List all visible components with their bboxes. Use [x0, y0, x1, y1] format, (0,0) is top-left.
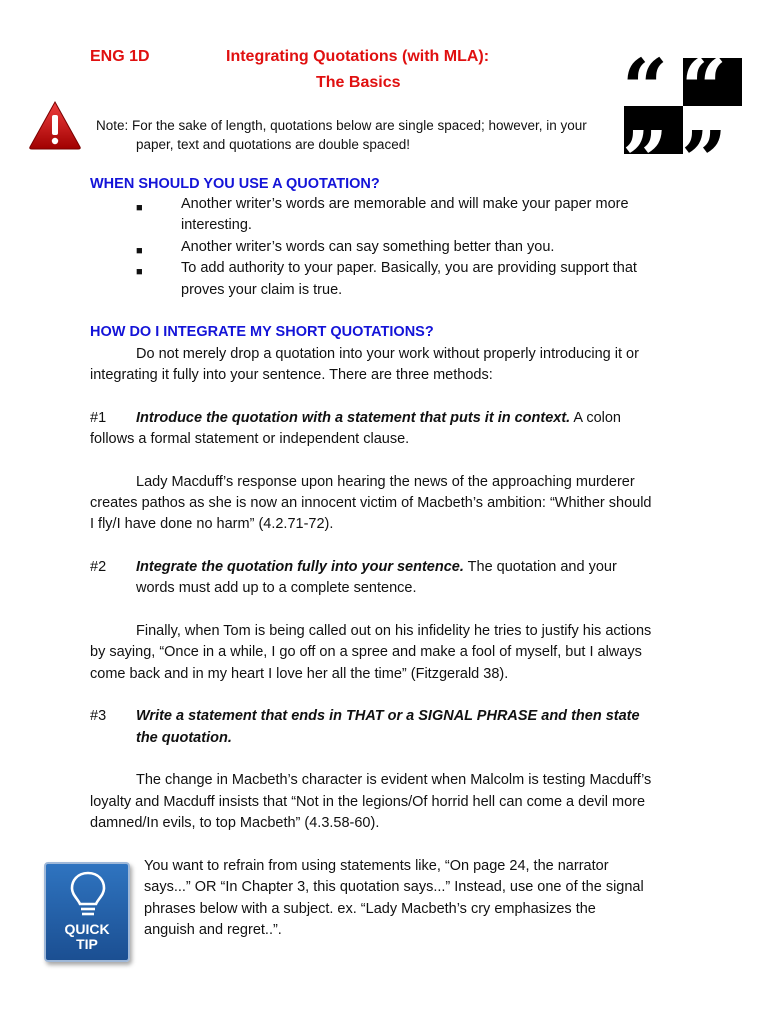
intro-line1: Do not merely drop a quotation into your work without properly introducing it or — [136, 346, 639, 362]
method-2-title — [136, 557, 617, 578]
page-title-line2: The Basics — [316, 74, 401, 91]
method-2-number: #2 — [90, 559, 107, 575]
quick-tip-label-line1: QUICK — [64, 921, 110, 937]
example-3-line2: loyalty and Macduff insists that “Not in the legions/Of horrid hell can come a devil more — [90, 794, 646, 810]
bullet-1-line2: interesting. — [181, 217, 252, 233]
note-line1: Note: For the sake of length, quotations below are single spaced; however, in your — [96, 118, 587, 133]
bullet-marker: ■ — [136, 245, 143, 257]
bullet-marker: ■ — [136, 202, 143, 214]
bullet-3-line2: proves your claim is true. — [181, 282, 343, 298]
method-1-bold: Introduce the quotation with a statement that puts it in context. — [136, 410, 571, 426]
tip-line2: says...” OR “In Chapter 3, this quotation says...” Instead, use one of the signal — [144, 879, 644, 895]
method-2-rest: The quotation and your — [463, 559, 617, 575]
method-1-title — [136, 408, 621, 429]
tip-line4: anguish and regret..”. — [144, 922, 282, 938]
svg-text:”: ” — [681, 113, 728, 207]
tip-line3: phrases below with a subject. ex. “Lady Macbeth’s cry emphasizes the — [144, 901, 596, 917]
bullet-1-line1: Another writer’s words are memorable and will make your paper more — [181, 196, 629, 212]
svg-text:“: “ — [622, 41, 669, 135]
example-2-line3: come back and in my heart I love her all the time” (Fitzgerald 38). — [90, 666, 509, 682]
note-line2: paper, text and quotations are double spaced! — [136, 137, 410, 152]
example-2-line2: by saying, “Once in a while, I go off on a spree and make a fool of myself, but I always — [90, 644, 642, 660]
quick-tip-label — [46, 922, 128, 952]
method-3-number: #3 — [90, 708, 107, 724]
method-2-line2: words must add up to a complete sentence. — [136, 580, 417, 596]
svg-text:”: ” — [622, 113, 669, 207]
tip-line1: You want to refrain from using statements like, “On page 24, the narrator — [144, 858, 609, 874]
example-1-line3: I fly/I have done no harm” (4.2.71-72). — [90, 516, 334, 532]
method-3-title-line2: the quotation. — [136, 730, 232, 746]
method-1-number: #1 — [90, 410, 107, 426]
bullet-2-line1: Another writer’s words can say something better than you. — [181, 239, 555, 255]
lightbulb-icon — [68, 870, 108, 920]
warning-triangle-icon — [28, 100, 82, 150]
example-1-line2: creates pathos as she is now an innocent victim of Macbeth’s ambition: “Whither should — [90, 495, 652, 511]
example-2-line1: Finally, when Tom is being called out on his infidelity he tries to justify his actions — [136, 623, 652, 639]
bullet-marker: ■ — [136, 266, 143, 278]
section-heading-when: WHEN SHOULD YOU USE A QUOTATION? — [90, 176, 380, 192]
svg-text:“: “ — [681, 41, 728, 135]
method-1-line2: follows a formal statement or independent clause. — [90, 431, 410, 447]
example-1-line1: Lady Macduff’s response upon hearing the news of the approaching murderer — [136, 474, 635, 490]
bullet-3-line1: To add authority to your paper. Basically, you are providing support that — [181, 260, 637, 276]
method-1-rest: A colon — [570, 410, 621, 426]
course-code: ENG 1D — [90, 48, 150, 65]
example-3-line3: damned/In evils, to top Macbeth” (4.3.58-60). — [90, 815, 380, 831]
example-3-line1: The change in Macbeth’s character is evident when Malcolm is testing Macduff’s — [136, 772, 652, 788]
quotation-marks-icon — [622, 41, 742, 207]
method-2-bold: Integrate the quotation fully into your sentence. — [136, 559, 464, 575]
quick-tip-badge — [44, 862, 130, 962]
section-heading-how: HOW DO I INTEGRATE MY SHORT QUOTATIONS? — [90, 324, 434, 340]
method-3-title-line1: Write a statement that ends in THAT or a SIGNAL PHRASE and then state — [136, 708, 640, 724]
page-title-line1: Integrating Quotations (with MLA): — [226, 48, 490, 65]
quick-tip-label-line2: TIP — [76, 936, 98, 952]
intro-line2: integrating it fully into your sentence. There are three methods: — [90, 367, 493, 383]
